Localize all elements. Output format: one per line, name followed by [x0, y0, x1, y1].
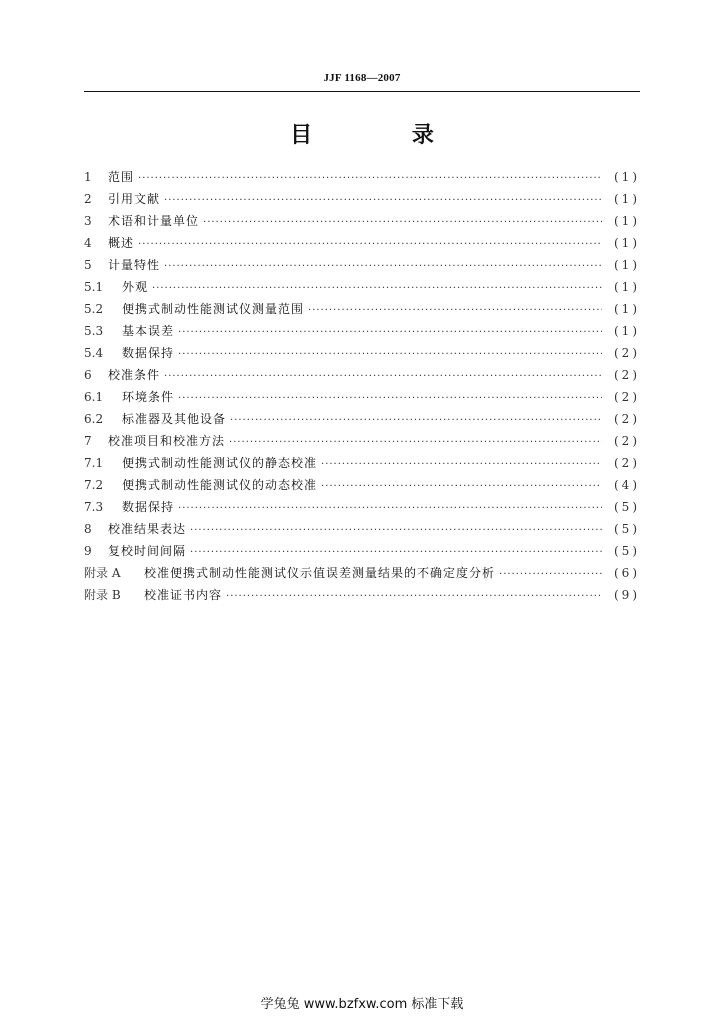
toc-entry-label: 数据保持 — [122, 346, 175, 360]
toc-entry-page: (2) — [614, 346, 640, 360]
toc-entry-page: (1) — [614, 236, 640, 250]
toc-leader-dots — [138, 173, 602, 184]
toc-entry-label: 环境条件 — [122, 390, 175, 404]
toc-leader-dots — [321, 459, 602, 470]
toc-entry-number: 4 — [84, 236, 92, 250]
toc-entry-label: 校准结果表达 — [108, 522, 187, 536]
toc-entry-appendix-b[interactable] — [84, 586, 640, 608]
document-header-code: JJF 1168—2007 — [323, 72, 401, 84]
toc-leader-dots — [164, 261, 602, 272]
toc-entry-appendix-a[interactable] — [84, 564, 640, 586]
toc-entry-label: 计量特性 — [108, 258, 161, 272]
toc-entry-number: 7.3 — [84, 500, 104, 514]
toc-leader-dots — [190, 547, 602, 558]
toc-entry-page: (5) — [614, 500, 640, 514]
toc-leader-dots — [138, 239, 602, 250]
toc-entry-page: (5) — [614, 522, 640, 536]
toc-entry-page: (1) — [614, 214, 640, 228]
toc-entry-number: 2 — [84, 192, 92, 206]
toc-entry-page: (2) — [614, 390, 640, 404]
toc-leader-dots — [229, 437, 602, 448]
toc-leader-dots — [178, 327, 602, 338]
toc-entry-5[interactable] — [84, 256, 640, 278]
toc-entry-number: 7.2 — [84, 478, 104, 492]
toc-entry-page: (2) — [614, 456, 640, 470]
toc-entry-6-1[interactable] — [84, 388, 640, 410]
toc-leader-dots — [164, 195, 602, 206]
toc-entry-page: (1) — [614, 324, 640, 338]
toc-entry-7-2[interactable] — [84, 476, 640, 498]
toc-entry-1[interactable] — [84, 168, 640, 190]
toc-entry-7-1[interactable] — [84, 454, 640, 476]
toc-entry-label: 概述 — [108, 236, 135, 250]
toc-entry-label: 校准证书内容 — [144, 588, 223, 602]
toc-entry-number: 5 — [84, 258, 92, 272]
toc-entry-7[interactable] — [84, 432, 640, 454]
toc-entry-page: (1) — [614, 280, 640, 294]
toc-entry-5-3[interactable] — [84, 322, 640, 344]
toc-entry-label: 复校时间间隔 — [108, 544, 187, 558]
toc-leader-dots — [178, 393, 602, 404]
toc-entry-number: 5.1 — [84, 280, 104, 294]
toc-leader-dots — [499, 569, 602, 580]
toc-leader-dots — [178, 503, 602, 514]
toc-entry-5-4[interactable] — [84, 344, 640, 366]
toc-leader-dots — [164, 371, 602, 382]
toc-entry-page: (2) — [614, 434, 640, 448]
toc-entry-page: (1) — [614, 170, 640, 184]
toc-entry-number: 6.2 — [84, 412, 104, 426]
toc-entry-page: (1) — [614, 302, 640, 316]
toc-entry-number: 8 — [84, 522, 92, 536]
toc-leader-dots — [308, 305, 602, 316]
toc-title: 目 录 — [290, 123, 480, 148]
toc-entry-label: 便携式制动性能测试仪的动态校准 — [122, 478, 318, 492]
toc-entry-label: 标准器及其他设备 — [122, 412, 227, 426]
toc-entry-label: 外观 — [122, 280, 149, 294]
toc-entry-number: 附录 B — [84, 588, 121, 602]
toc-entry-label: 便携式制动性能测试仪的静态校准 — [122, 456, 318, 470]
toc-entry-8[interactable] — [84, 520, 640, 542]
toc-entry-label: 校准条件 — [108, 368, 161, 382]
toc-entry-4[interactable] — [84, 234, 640, 256]
toc-entry-number: 9 — [84, 544, 92, 558]
toc-entry-page: (2) — [614, 368, 640, 382]
toc-entry-number: 5.2 — [84, 302, 104, 316]
toc-entry-number: 5.4 — [84, 346, 104, 360]
toc-entry-page: (1) — [614, 192, 640, 206]
toc-entry-5-1[interactable] — [84, 278, 640, 300]
toc-entry-6-2[interactable] — [84, 410, 640, 432]
toc-entry-label: 校准项目和校准方法 — [108, 434, 226, 448]
toc-entry-number: 7 — [84, 434, 92, 448]
toc-leader-dots — [178, 349, 602, 360]
toc-entry-label: 引用文献 — [108, 192, 161, 206]
toc-entry-number: 5.3 — [84, 324, 104, 338]
toc-entry-2[interactable] — [84, 190, 640, 212]
toc-leader-dots — [190, 525, 602, 536]
toc-entry-page: (2) — [614, 412, 640, 426]
toc-entry-9[interactable] — [84, 542, 640, 564]
table-of-contents — [84, 168, 640, 608]
toc-entry-number: 3 — [84, 214, 92, 228]
toc-entry-label: 校准便携式制动性能测试仪示值误差测量结果的不确定度分析 — [144, 566, 496, 580]
toc-entry-5-2[interactable] — [84, 300, 640, 322]
toc-entry-label: 基本误差 — [122, 324, 175, 338]
toc-leader-dots — [203, 217, 602, 228]
toc-entry-page: (6) — [614, 566, 640, 580]
toc-entry-page: (1) — [614, 258, 640, 272]
toc-entry-label: 便携式制动性能测试仪测量范围 — [122, 302, 305, 316]
toc-leader-dots — [226, 591, 602, 602]
toc-entry-number: 1 — [84, 170, 92, 184]
toc-entry-page: (5) — [614, 544, 640, 558]
toc-entry-label: 数据保持 — [122, 500, 175, 514]
toc-entry-7-3[interactable] — [84, 498, 640, 520]
toc-entry-page: (9) — [614, 588, 640, 602]
toc-entry-number: 附录 A — [84, 566, 121, 580]
toc-entry-3[interactable] — [84, 212, 640, 234]
toc-entry-6[interactable] — [84, 366, 640, 388]
toc-entry-label: 范围 — [108, 170, 135, 184]
toc-leader-dots — [230, 415, 602, 426]
toc-entry-number: 6.1 — [84, 390, 104, 404]
toc-entry-number: 7.1 — [84, 456, 104, 470]
toc-leader-dots — [321, 481, 602, 492]
footer-watermark-text: 学兔兔 www.bzfxw.com 标准下载 — [260, 997, 464, 1012]
toc-entry-page: (4) — [614, 478, 640, 492]
toc-entry-label: 术语和计量单位 — [108, 214, 200, 228]
toc-leader-dots — [152, 283, 602, 294]
header-rule — [84, 91, 640, 92]
toc-entry-number: 6 — [84, 368, 92, 382]
